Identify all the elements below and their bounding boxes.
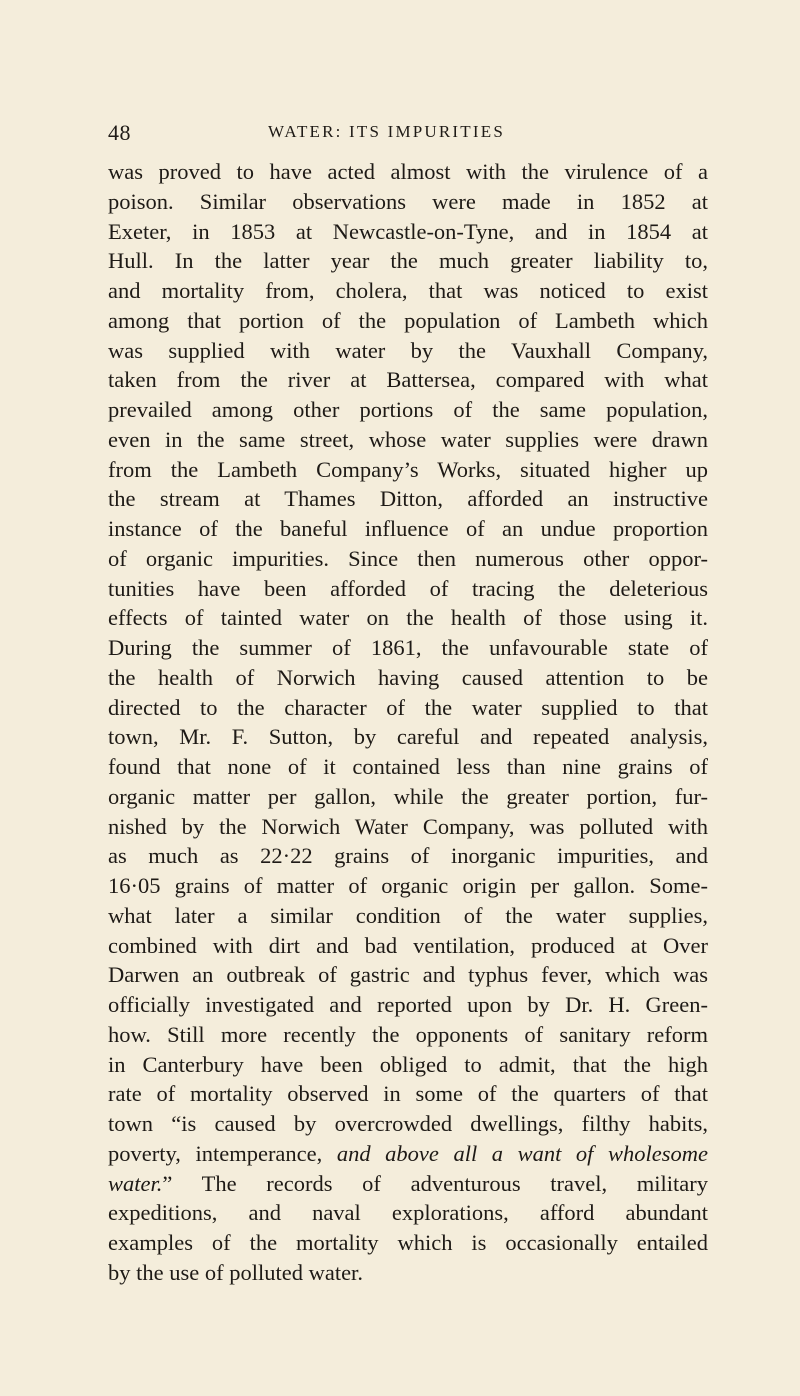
- text-line: tunities have been afforded of tracing the deleterious: [108, 575, 708, 601]
- text-line: effects of tainted water on the health of those using it.: [108, 605, 708, 631]
- running-head: WATER: ITS IMPURITIES: [268, 122, 505, 141]
- text-line: Hull. In the latter year the much greater liability to,: [108, 248, 708, 274]
- italic-quote: water.: [108, 1170, 163, 1196]
- text-line: instance of the baneful influence of an undue proportion: [108, 516, 708, 541]
- text-line: and mortality from, cholera, that was noticed to exist: [108, 278, 708, 303]
- text-line: even in the same street, whose water supplies were drawn: [108, 426, 708, 452]
- text-line: among that portion of the population of Lambeth which: [108, 307, 708, 333]
- text-line: directed to the character of the water supplied to that: [108, 694, 708, 720]
- text-line: organic matter per gallon, while the greater portion, fur-: [108, 783, 708, 809]
- text-line: the stream at Thames Ditton, afforded an instructive: [108, 486, 708, 512]
- body-paragraph: [108, 157, 708, 1288]
- text-line: expeditions, and naval explorations, afford abundant: [108, 1200, 708, 1226]
- page-number: 48: [108, 120, 131, 145]
- text-line: examples of the mortality which is occasionally entailed: [108, 1230, 708, 1255]
- text-line: how. Still more recently the opponents of sanitary reform: [108, 1021, 708, 1047]
- text-line: the health of Norwich having caused attention to be: [108, 664, 708, 690]
- text-line: Darwen an outbreak of gastric and typhus fever, which was: [108, 962, 708, 988]
- text-line: found that none of it contained less than nine grains of: [108, 754, 708, 779]
- text-line: what later a similar condition of the water supplies,: [108, 902, 708, 928]
- text-line: prevailed among other portions of the same population,: [108, 397, 708, 422]
- text-line: town, Mr. F. Sutton, by careful and repeated analysis,: [108, 724, 708, 750]
- text-line: 16·05 grains of matter of organic origin per gallon. Some-: [108, 873, 708, 898]
- text-line: poverty, intemperance, and above all a want of wholesome: [108, 1140, 708, 1166]
- italic-quote: and above all a want of wholesome: [336, 1140, 708, 1166]
- text-line: water.” The records of adventurous travel, military: [108, 1170, 708, 1196]
- text-line: combined with dirt and bad ventilation, produced at Over: [108, 932, 708, 958]
- text-line: in Canterbury have been obliged to admit, that the high: [108, 1051, 708, 1077]
- text-line: town “is caused by overcrowded dwellings, filthy habits,: [108, 1111, 708, 1136]
- text-line: by the use of polluted water.: [108, 1259, 363, 1285]
- text-line: of organic impurities. Since then numerous other oppor-: [108, 545, 708, 571]
- text-line: During the summer of 1861, the unfavourable state of: [108, 635, 708, 660]
- text-line: poison. Similar observations were made in 1852 at: [108, 188, 708, 214]
- text-line: rate of mortality observed in some of the quarters of that: [108, 1081, 708, 1107]
- page-header: [108, 120, 708, 150]
- text-line: from the Lambeth Company’s Works, situated higher up: [108, 456, 708, 482]
- text-line: was proved to have acted almost with the virulence of a: [108, 159, 708, 184]
- text-line: Exeter, in 1853 at Newcastle-on-Tyne, and in 1854 at: [108, 218, 708, 244]
- text-line: officially investigated and reported upon by Dr. H. Green-: [108, 992, 708, 1017]
- text-line: was supplied with water by the Vauxhall Company,: [108, 337, 708, 363]
- text-line: taken from the river at Battersea, compared with what: [108, 367, 708, 393]
- text-line: as much as 22·22 grains of inorganic impurities, and: [108, 843, 708, 869]
- text-line: nished by the Norwich Water Company, was polluted with: [108, 813, 708, 839]
